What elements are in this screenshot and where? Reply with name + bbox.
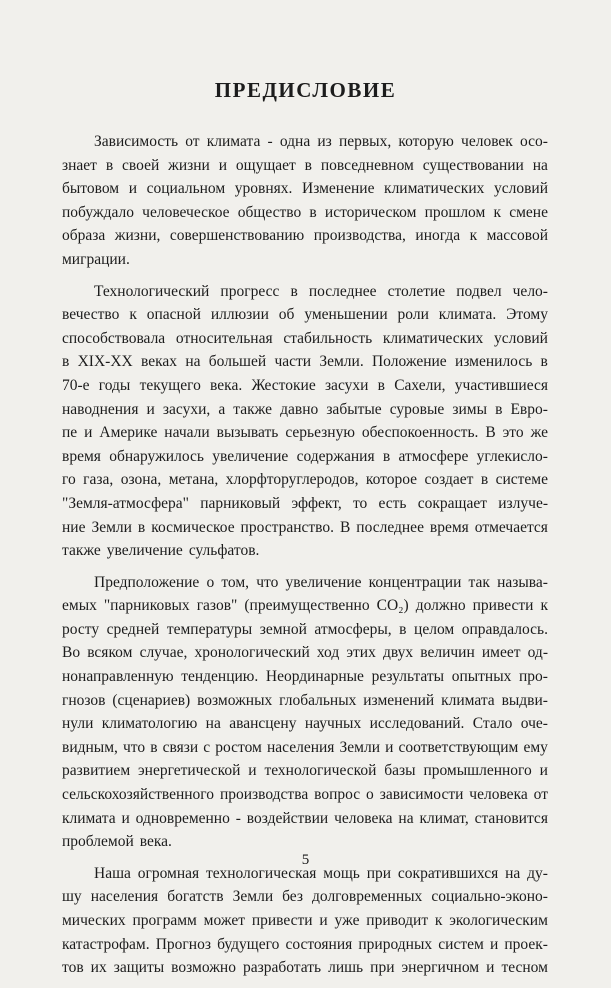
text-line: Во всяком случае, хронологический ход этих двух величин имеет од- <box>62 644 548 662</box>
text-line: го газа, озона, метана, хлорфторуглеродов, которое создает в системе <box>62 471 548 489</box>
text-line: бытовом и социальном уровнях. Изменение климатических условий <box>62 180 548 198</box>
paragraph <box>62 130 548 272</box>
paragraph <box>62 862 548 980</box>
text-line: пе и Америке начали вызывать серьезную обеспокоенность. В это же <box>62 424 548 442</box>
text-line: видным, что в связи с ростом населения Земли и соответствующим ему <box>62 738 548 756</box>
text-line: развитием энергетической и технологической базы промышленного и <box>62 762 548 780</box>
text-line: 70-е годы текущего века. Жестокие засухи в Сахели, участившиеся <box>62 376 548 394</box>
text-line: гнозов (сценариев) возможных глобальных изменений климата выдви- <box>62 691 548 709</box>
text-line: наводнения и засухи, а также давно забытые суровые зимы в Евро- <box>62 400 548 418</box>
text-line: росту средней температуры земной атмосферы, в целом оправдалось. <box>62 620 548 638</box>
text-line: нонаправленную тенденцию. Неординарные результаты опытных про- <box>62 668 548 686</box>
page-title: ПРЕДИСЛОВИЕ <box>214 78 397 102</box>
text-line: ние Земли в космическое пространство. В последнее время отмечается <box>62 518 548 536</box>
text-line: знает в своей жизни и ощущает в повседневном существовании на <box>62 156 548 174</box>
text-line: время обнаружилось увеличение содержания в атмосфере углекисло- <box>62 447 548 465</box>
text-line: климата и одновременно - воздействии человека на климат, становится <box>62 809 548 827</box>
text-line: Зависимость от климата - одна из первых, которую человек осо- <box>94 133 548 150</box>
text-line: Предположение о том, что увеличение концентрации так называ- <box>94 573 548 591</box>
text-line: миграции. <box>62 250 130 268</box>
text-line: Наша огромная технологическая мощь при сократившихся на ду- <box>94 864 548 882</box>
paragraph <box>62 280 548 563</box>
text-line: "Земля-атмосфера" парниковый эффект, то есть сокращает излуче- <box>62 494 548 512</box>
text-line: Технологический прогресс в последнее столетие подвел чело- <box>94 282 548 300</box>
text-line: вечество к опасной иллюзии об уменьшении роли климата. Этому <box>62 306 548 324</box>
text-line: нули климатологию на авансцену научных исследований. Стало оче- <box>62 715 548 733</box>
text-line: также увеличение сульфатов. <box>62 542 260 560</box>
page-number: 5 <box>301 852 310 868</box>
text-line: сельскохозяйственного производства вопрос о зависимости человека от <box>62 786 548 804</box>
text-line: способствовала относительная стабильность климатических условий <box>62 329 548 347</box>
text-line: тов их защиты возможно разработать лишь при энергичном и тесном <box>62 959 548 977</box>
text-line: побуждало человеческое общество в историческом прошлом к смене <box>62 203 548 221</box>
text-line: в XIX-XX веках на большей части Земли. Положение изменилось в <box>62 353 548 371</box>
text-line: шу населения богатств Земли без долговременных социально-эконо- <box>62 888 548 906</box>
text-line: образа жизни, совершенствованию производства, иногда к массовой <box>62 227 548 245</box>
paragraph <box>62 571 548 854</box>
text-line: проблемой века. <box>62 833 172 851</box>
text-line: мических программ может привести и уже приводит к экологическим <box>62 912 548 929</box>
text-line: катастрофам. Прогноз будущего состояния природных систем и проек- <box>62 935 548 953</box>
text-line: емых "парниковых газов" (преимущественно CO₂) должно привести к <box>62 597 548 615</box>
